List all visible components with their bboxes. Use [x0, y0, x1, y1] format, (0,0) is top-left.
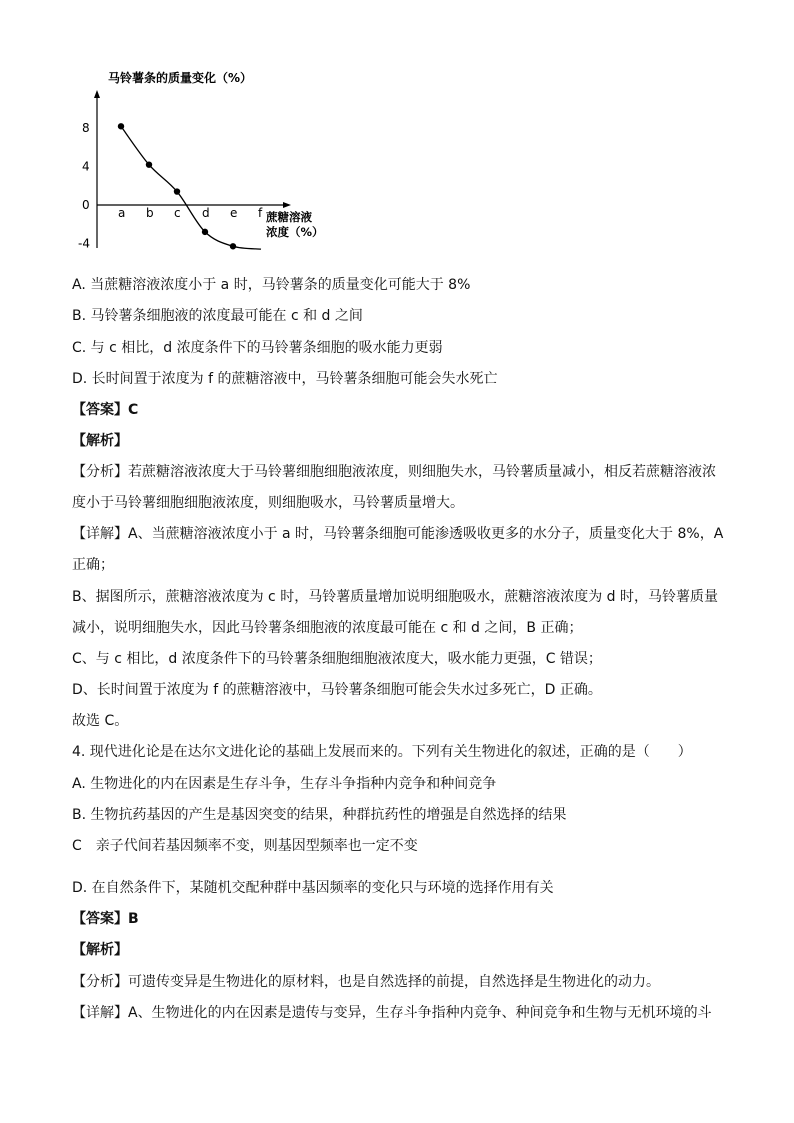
q4-option-a: A. 生物进化的内在因素是生存斗争，生存斗争指种内竞争和种间竞争	[72, 776, 497, 792]
data-point-d	[202, 229, 208, 235]
q3-option-a: A. 当蔗糖溶液浓度小于 a 时，马铃薯条的质量变化可能大于 8%	[72, 277, 471, 293]
x-axis-arrow	[283, 202, 291, 208]
q3-analysis-label: 【解析】	[72, 433, 128, 449]
q4-analysis: 【分析】可遗传变异是生物进化的原材料，也是自然选择的前提，自然选择是生物进化的动力。	[72, 974, 660, 990]
x-axis-label-line2: 浓度（%）	[266, 225, 324, 239]
q3-answer: 【答案】C	[72, 402, 139, 418]
x-tick-label-d: d	[202, 206, 210, 220]
q3-detail-line-4: 减小，说明细胞失水，因此马铃薯条细胞液的浓度最可能在 c 和 d 之间，B 正确；	[72, 620, 583, 636]
y-axis-arrow	[94, 90, 100, 98]
mass-change-chart	[70, 60, 330, 255]
y-tick-label: 4	[82, 159, 90, 174]
x-tick-labels	[118, 206, 263, 220]
x-tick-label-b: b	[146, 206, 154, 220]
x-tick-label-a: a	[118, 206, 126, 220]
data-point-e	[230, 243, 236, 249]
q3-option-b: B. 马铃薯条细胞液的浓度最可能在 c 和 d 之间	[72, 308, 363, 324]
q4-option-d: D. 在自然条件下，某随机交配种群中基因频率的变化只与环境的选择作用有关	[72, 880, 554, 896]
data-points	[118, 123, 236, 249]
q3-detail-line-6: D、长时间置于浓度为 f 的蔗糖溶液中，马铃薯条细胞可能会失水过多死亡，D 正确。	[72, 682, 602, 698]
x-axis-label-line1: 蔗糖溶液	[266, 210, 312, 224]
q3-conclusion: 故选 C。	[72, 713, 129, 729]
y-tick-label: 0	[82, 198, 90, 212]
q4-answer: 【答案】B	[72, 911, 139, 927]
y-tick-label: 8	[82, 121, 90, 136]
q3-detail-line-5: C、与 c 相比，d 浓度条件下的马铃薯条细胞细胞液浓度大，吸水能力更强，C 错误；	[72, 651, 602, 667]
q4-option-c: C 亲子代间若基因频率不变，则基因型频率也一定不变	[72, 838, 418, 854]
data-point-b	[146, 161, 152, 167]
data-curve	[121, 126, 261, 249]
q4-stem: 4. 现代进化论是在达尔文进化论的基础上发展而来的。下列有关生物进化的叙述，正确的是（ ）	[72, 744, 692, 760]
q3-analysis-line-1: 【分析】若蔗糖溶液浓度大于马铃薯细胞细胞液浓度，则细胞失水，马铃薯质量减小，相反若蔗糖溶液浓	[72, 464, 716, 480]
chart-title: 马铃薯条的质量变化（%）	[108, 71, 253, 85]
q3-detail-line-3: B、据图所示，蔗糖溶液浓度为 c 时，马铃薯质量增加说明细胞吸水，蔗糖溶液浓度为 d 时，马铃薯质量	[72, 589, 718, 605]
q3-detail-line-2: 正确；	[72, 557, 114, 573]
q4-analysis-label: 【解析】	[72, 942, 128, 958]
data-point-c	[174, 188, 180, 194]
x-tick-label-f: f	[258, 206, 263, 220]
q3-detail-line-1: 【详解】A、当蔗糖溶液浓度小于 a 时，马铃薯条细胞可能渗透吸收更多的水分子，质量变化大于 8%，A	[72, 526, 724, 542]
data-point-a	[118, 123, 124, 129]
q3-option-d: D. 长时间置于浓度为 f 的蔗糖溶液中，马铃薯条细胞可能会失水死亡	[72, 371, 498, 387]
x-tick-label-c: c	[174, 206, 181, 220]
x-tick-label-e: e	[230, 206, 238, 220]
y-tick-labels	[78, 121, 90, 250]
q3-option-c: C. 与 c 相比，d 浓度条件下的马铃薯条细胞的吸水能力更弱	[72, 340, 443, 356]
y-tick-label: -4	[78, 236, 90, 251]
q4-detail-line-1: 【详解】A、生物进化的内在因素是遗传与变异，生存斗争指种内竞争、种间竞争和生物与无机环境的斗	[72, 1005, 712, 1021]
q3-analysis-line-2: 度小于马铃薯细胞细胞液浓度，则细胞吸水，马铃薯质量增大。	[72, 495, 464, 511]
q4-option-b: B. 生物抗药基因的产生是基因突变的结果，种群抗药性的增强是自然选择的结果	[72, 807, 567, 823]
